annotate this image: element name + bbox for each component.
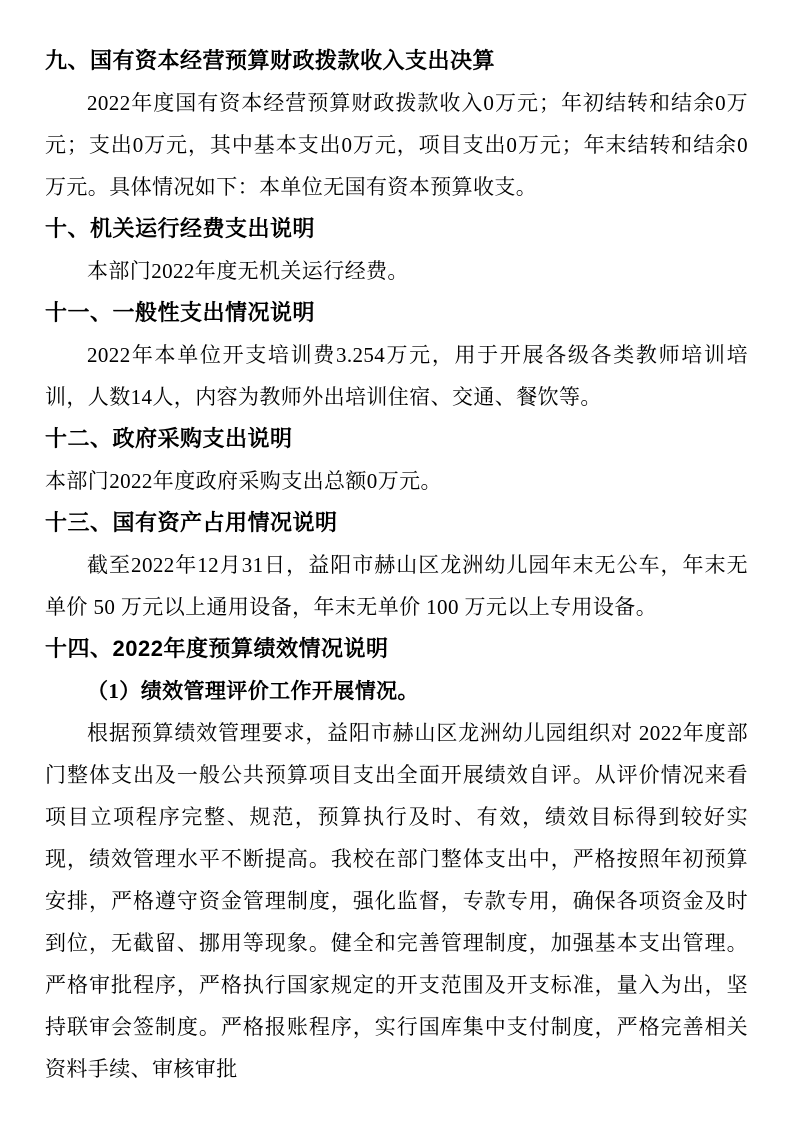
section-heading-general-expenditure: 十一、一般性支出情况说明 [45, 300, 316, 325]
section-heading-agency-operating-expenses: 十、机关运行经费支出说明 [45, 216, 316, 241]
section-heading-government-procurement: 十二、政府采购支出说明 [45, 426, 293, 451]
section-paragraph-general-expenditure: 2022年本单位开支培训费3.254万元，用于开展各级各类教师培训培训，人数14人，内容为教师外出培训住宿、交通、餐饮等。 [45, 343, 748, 409]
section-heading-budget-performance: 十四、2022年度预算绩效情况说明 [45, 636, 389, 661]
section-paragraph-state-capital-budget: 2022年度国有资本经营预算财政拨款收入0万元；年初结转和结余0万元；支出0万元，其中基本支出0万元，项目支出0万元；年末结转和结余0万元。具体情况如下：本单位无国有资本预算收支。 [45, 91, 748, 199]
subsection-heading-performance-evaluation: （1）绩效管理评价工作开展情况。 [87, 679, 419, 703]
section-heading-state-assets-occupancy: 十三、国有资产占用情况说明 [45, 510, 338, 535]
section-paragraph-budget-performance: 根据预算绩效管理要求，益阳市赫山区龙洲幼儿园组织对 2022年度部门整体支出及一般公共预算项目支出全面开展绩效自评。从评价情况来看项目立项程序完整、规范，预算执行及时、有效，绩效目标得到较好实现，绩效管理水平不断提高。我校在部门整体支出中，严格按照年初预算安排，严格遵守资金管理制度，强化监督，专款专用，确保各项资金及时到位，无截留、挪用等现象。健全和完善管理制度，加强基本支出管理。严格审批程序，严格执行国家规定的开支范围及开支标准，量入为出，坚持联审会签制度。严格报账程序，实行国库集中支付制度，严格完善相关资料手续、审核审批 [45, 721, 748, 1081]
section-heading-state-capital-budget: 九、国有资本经营预算财政拨款收入支出决算 [45, 48, 496, 73]
section-paragraph-state-assets-occupancy: 截至2022年12月31日，益阳市赫山区龙洲幼儿园年末无公车，年末无单价 50 万元以上通用设备，年末无单价 100 万元以上专用设备。 [45, 553, 748, 619]
section-paragraph-agency-operating-expenses: 本部门2022年度无机关运行经费。 [87, 259, 409, 283]
section-paragraph-government-procurement: 本部门2022年度政府采购支出总额0万元。 [45, 469, 442, 493]
